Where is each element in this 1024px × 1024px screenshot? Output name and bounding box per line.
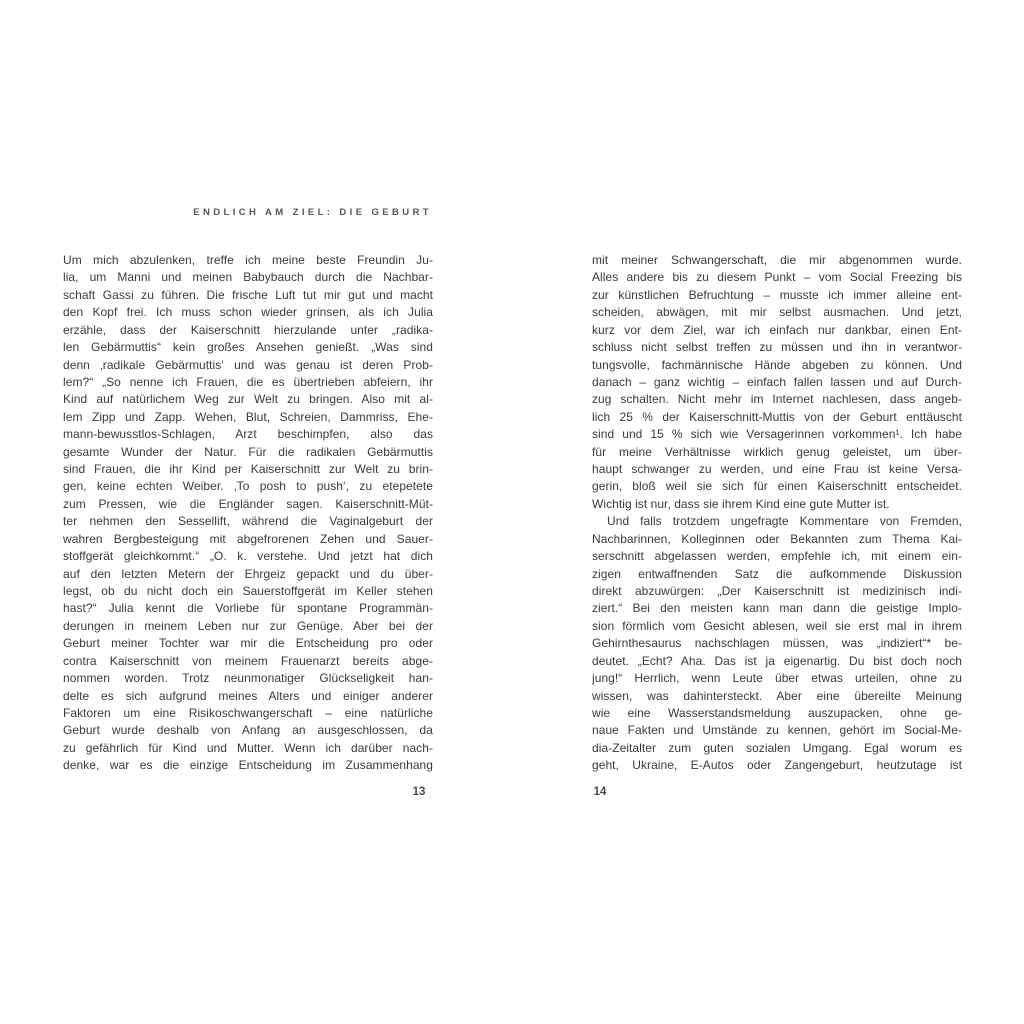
text-line: zum Pressen, wie die Engländer sagen. Kaiserschnitt-Müt- xyxy=(63,496,433,511)
text-line: sind Frauen, die ihr Kind per Kaiserschnitt zur Welt zu brin- xyxy=(63,462,433,477)
text-line: erzähle, dass der Kaiserschnitt hierzulande unter „radika- xyxy=(63,322,433,337)
text-line: zigen entwaffnenden Satz die aufkommende Diskussion xyxy=(592,566,962,581)
text-line: Und falls trotzdem ungefragte Kommentare von Fremden, xyxy=(607,514,962,529)
text-line: danach – ganz wichtig – einfach fallen lassen und auf Durch- xyxy=(592,374,962,389)
text-line: Gehirnthesaurus nachschlagen müssen, was „indiziert“* be- xyxy=(592,636,962,651)
text-line: zur künstlichen Befruchtung – musste ich immer alleine ent- xyxy=(592,287,962,302)
text-line: auf den letzten Metern der Ehrgeiz gepackt und du über- xyxy=(63,566,433,581)
text-line: contra Kaiserschnitt von meinem Frauenarzt bereits abge- xyxy=(63,653,433,668)
text-line: gerin, bloß weil sie sich für einen Kaiserschnitt entscheidet. xyxy=(592,479,962,494)
text-line: stoffgerät gleichkommt.“ „O. k. verstehe. Und jetzt hat dich xyxy=(63,549,433,564)
text-line: lem Zipp und Zapp. Wehen, Blut, Schreien, Dammriss, Ehe- xyxy=(63,409,433,424)
text-line: zu gefährlich für Kind und Mutter. Wenn ich darüber nach- xyxy=(63,740,433,755)
text-line: gesamte Wunder der Natur. Für die radikalen Gebärmuttis xyxy=(63,444,433,459)
text-line: naue Fakten und Umstände zu kennen, gehört im Social-Me- xyxy=(592,723,962,738)
text-line: geht, Ukraine, E-Autos oder Zangengeburt, heutzutage ist xyxy=(592,758,962,773)
text-line: Geburt wurde deshalb von Anfang an ausgeschlossen, da xyxy=(63,723,433,738)
text-line: gen, keine echten Weiber. ‚To posh to push‘, zu etepetete xyxy=(63,479,433,494)
text-line: derungen in meinem Leben nur zur Genüge. Aber bei der xyxy=(63,618,433,633)
text-line: den Kopf frei. Ich muss schon wieder grinsen, als ich Julia xyxy=(63,305,433,320)
text-line: lich 25 % der Kaiserschnitt-Muttis von der Geburt enttäuscht xyxy=(592,409,962,424)
text-line: dia-Zeitalter zum guten sozialen Umgang. Egal worum es xyxy=(592,740,962,755)
text-line: jung!“ Herrlich, wenn Leute über etwas urteilen, ohne zu xyxy=(592,671,962,686)
running-header: ENDLICH AM ZIEL: DIE GEBURT xyxy=(193,207,432,218)
text-line: wahren Bergbesteigung mit abgefrorenen Zehen und Sauer- xyxy=(63,531,433,546)
text-line: mit meiner Schwangerschaft, die mir abgenommen wurde. xyxy=(592,253,962,267)
text-line: Alles andere bis zu diesem Punkt – vom Social Freezing bis xyxy=(592,270,962,285)
text-line: delte es sich aufgrund meines Alters und einiger anderer xyxy=(63,688,433,703)
text-line: schluss nicht selbst treffen zu müssen und ihn in verantwor- xyxy=(592,340,962,355)
right-page-text-column xyxy=(592,252,962,775)
left-page-text-column xyxy=(63,252,433,775)
text-line: Kind auf natürlichem Weg zur Welt zu bringen. Also mit al- xyxy=(63,392,433,407)
text-line: nommen worden. Trotz neunmonatiger Glückseligkeit han- xyxy=(63,671,433,686)
text-line: haupt schwanger zu werden, und eine Frau ist keine Versa- xyxy=(592,462,962,477)
text-line: ziert.“ Bei den meisten kann man dann die geistige Implo- xyxy=(592,601,962,616)
text-line: Nachbarinnen, Kolleginnen oder Bekannten zum Thema Kai- xyxy=(592,531,962,546)
text-line: hast?“ Julia kennt die Vorliebe für spontane Programmän- xyxy=(63,601,433,616)
text-line: direkt abzuwürgen: „Der Kaiserschnitt ist medizinisch indi- xyxy=(592,584,962,599)
text-line: mann-bewusstlos-Schlagen, Arzt beschimpfen, also das xyxy=(63,427,433,442)
text-line: len Gebärmuttis“ kein großes Ansehen genießt. „Was sind xyxy=(63,340,433,355)
text-line: Geburt meiner Tochter war mir die Entscheidung pro oder xyxy=(63,636,433,651)
page-number-left: 13 xyxy=(412,786,426,798)
text-line: schaft Gassi zu führen. Die frische Luft tut mir gut und macht xyxy=(63,287,433,302)
page-number-right: 14 xyxy=(593,786,607,798)
text-line: denke, war es die einzige Entscheidung im Zusammenhang xyxy=(63,758,433,773)
text-line: legst, ob du nicht doch ein Sauerstoffgerät im Keller stehen xyxy=(63,584,433,599)
text-line: wissen, was dahintersteckt. Aber eine übereilte Meinung xyxy=(592,688,962,703)
text-line: kurz vor dem Ziel, war ich einfach nur dankbar, einen Ent- xyxy=(592,322,962,337)
text-line: Um mich abzulenken, treffe ich meine beste Freundin Ju- xyxy=(63,253,433,267)
text-line: lem?“ „So nenne ich Frauen, die es übertrieben abfeiern, ihr xyxy=(63,374,433,389)
text-line: zug schalten. Nicht mehr im Internet nachlesen, dass angeb- xyxy=(592,392,962,407)
text-line: sind und 15 % sich wie Versagerinnen vorkommen¹. Ich habe xyxy=(592,427,962,442)
text-line: serschnitt abgelassen werden, empfehle ich, mit einem ein- xyxy=(592,549,962,564)
text-line: Faktoren um eine Risikoschwangerschaft – eine natürliche xyxy=(63,705,433,720)
text-line: deutet. „Echt? Aha. Das ist ja eigenartig. Du bist doch noch xyxy=(592,653,962,668)
text-line: lia, um Manni und meinen Babybauch durch die Nachbar- xyxy=(63,270,433,285)
text-line: scheiden, abwägen, mit mir selbst ausmachen. Und jetzt, xyxy=(592,305,962,320)
text-line: tungsvolle, fachmännische Hände abgeben zu können. Und xyxy=(592,357,962,372)
text-line: ter nehmen den Sessellift, während die Vaginalgeburt der xyxy=(63,514,433,529)
text-line: sion förmlich vom Gesicht ablesen, weil sie erst mal in ihrem xyxy=(592,618,962,633)
text-line: für meine Verhältnisse wirklich genug geleistet, um über- xyxy=(592,444,962,459)
text-line: denn ‚radikale Gebärmuttis‘ und was genau ist deren Prob- xyxy=(63,357,433,372)
text-line: wie eine Wasserstandsmeldung auszupacken, ohne ge- xyxy=(592,705,962,720)
text-line: Wichtig ist nur, dass sie ihrem Kind eine gute Mutter ist. xyxy=(592,496,890,511)
